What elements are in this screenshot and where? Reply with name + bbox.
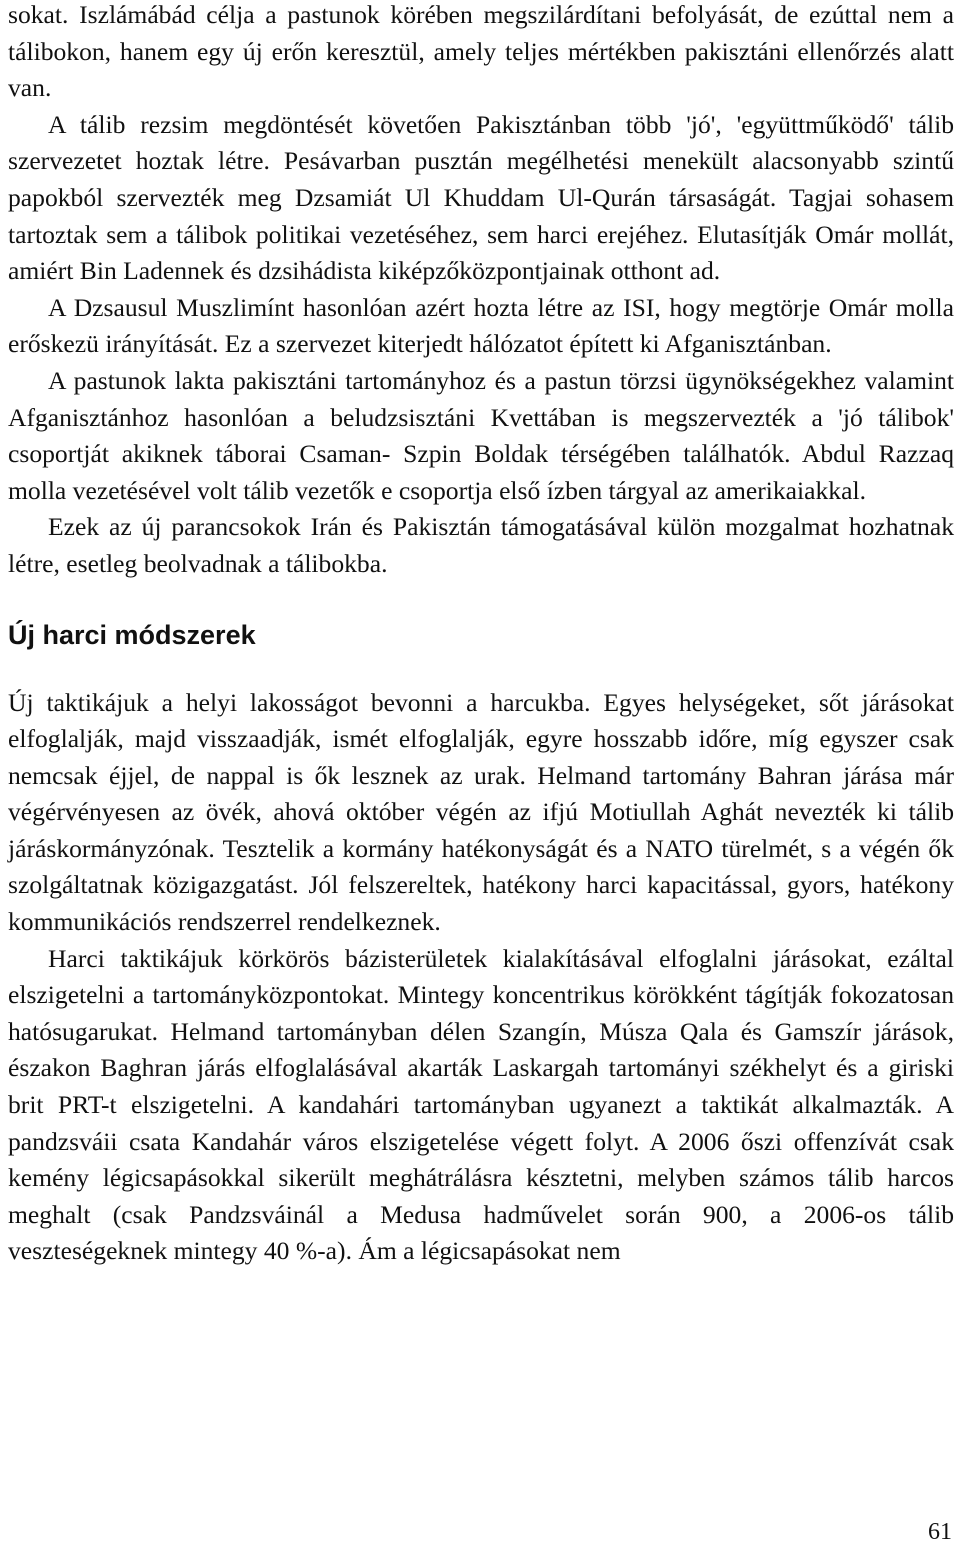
paragraph-7: Harci taktikájuk körkörös bázisterületek kialakításával elfoglalni járásokat, ezáltal elszigetelni a tartományközpontokat. Mintegy koncentrikus körökként tágítják fokozatosan hatósugarukat. Helmand tartományban délen Szangín, Músza Qala és Gamszír járások, északon Baghran járás elfoglalásával akarták Laskargah tartományi székhelyt és a giriski brit PRT-t elszigetelni. A kandahári tartományban ugyanezt a taktikát alkalmazták. A pandzsváii csata Kandahár város elszigetelése végett folyt. A 2006 őszi offenzívát csak kemény légicsapásokkal sikerült meghátrálásra késztetni, melyben számos tálib harcos meghalt (csak Pandzsváinál a Medusa hadművelet során 900, a 2006-os tálib veszteségeknek mintegy 40 %-a). Ám a légicsapásokat nem xyxy=(8,943,954,1266)
paragraph-4: A pastunok lakta pakisztáni tartományhoz és a pastun törzsi ügynökségekhez valamint Afganisztánhoz hasonlóan a beludzsisztáni Kvettában is megszervezték a 'jó tálibok' csoportját akiknek táborai Csaman- Szpin Boldak térségében találhatók. Abdul Razzaq molla vezetésével volt tálib vezetők e csoportja első ízben tárgyal az amerikaiakkal. xyxy=(8,365,954,505)
page-body xyxy=(8,0,954,1270)
paragraph-3: A Dzsausul Muszlimínt hasonlóan azért hozta létre az ISI, hogy megtörje Omár molla erőskezü irányítását. Ez a szervezet kiterjedt hálózatot épített ki Afganisztánban. xyxy=(8,292,954,359)
paragraph-6: Új taktikájuk a helyi lakosságot bevonni a harcukba. Egyes helységeket, sőt járásokat elfoglalják, majd visszaadják, ismét elfoglalják, egyre hosszabb időre, míg egyszer csak nemcsak éjjel, de nappal is ők lesznek az urak. Helmand tartomány Bahran járása már végérvényesen az övék, ahová október végén az ifjú Motiullah Aghát nevezték ki tálib járáskormányzónak. Tesztelik a kormány hatékonyságát és a NATO türelmét, s a végén ők szolgáltatnak közigazgatást. Jól felszereltek, hatékony harci kapacitással, gyors, hatékony kommunikációs rendszerrel rendelkeznek. xyxy=(8,687,954,937)
paragraph-2: A tálib rezsim megdöntését követően Pakisztánban több 'jó', 'együttműködő' tálib szervezetet hoztak létre. Pesávarban pusztán megélhetési menekült alacsonyabb szintű papokból szervezték meg Dzsamiát Ul Khuddam Ul-Qurán társaságát. Tagjai sohasem tartoztak sem a tálibok politikai vezetéséhez, sem harci erejéhez. Elutasítják Omár mollát, amiért Bin Ladennek és dzsihádista kiképzőközpontjainak otthont ad. xyxy=(8,109,954,286)
paragraph-5: Ezek az új parancsokok Irán és Pakisztán támogatásával külön mozgalmat hozhatnak létre, esetleg beolvadnak a tálibokba. xyxy=(8,512,954,578)
section-heading: Új harci módszerek xyxy=(8,619,256,650)
page-number: 61 xyxy=(928,1519,952,1545)
paragraph-1: sokat. Iszlámábád célja a pastunok körében megszilárdítani befolyását, de ezúttal nem a tálibokon, hanem egy új erőn keresztül, amely teljes mértékben pakisztáni ellenőrzés alatt van. xyxy=(8,0,954,103)
